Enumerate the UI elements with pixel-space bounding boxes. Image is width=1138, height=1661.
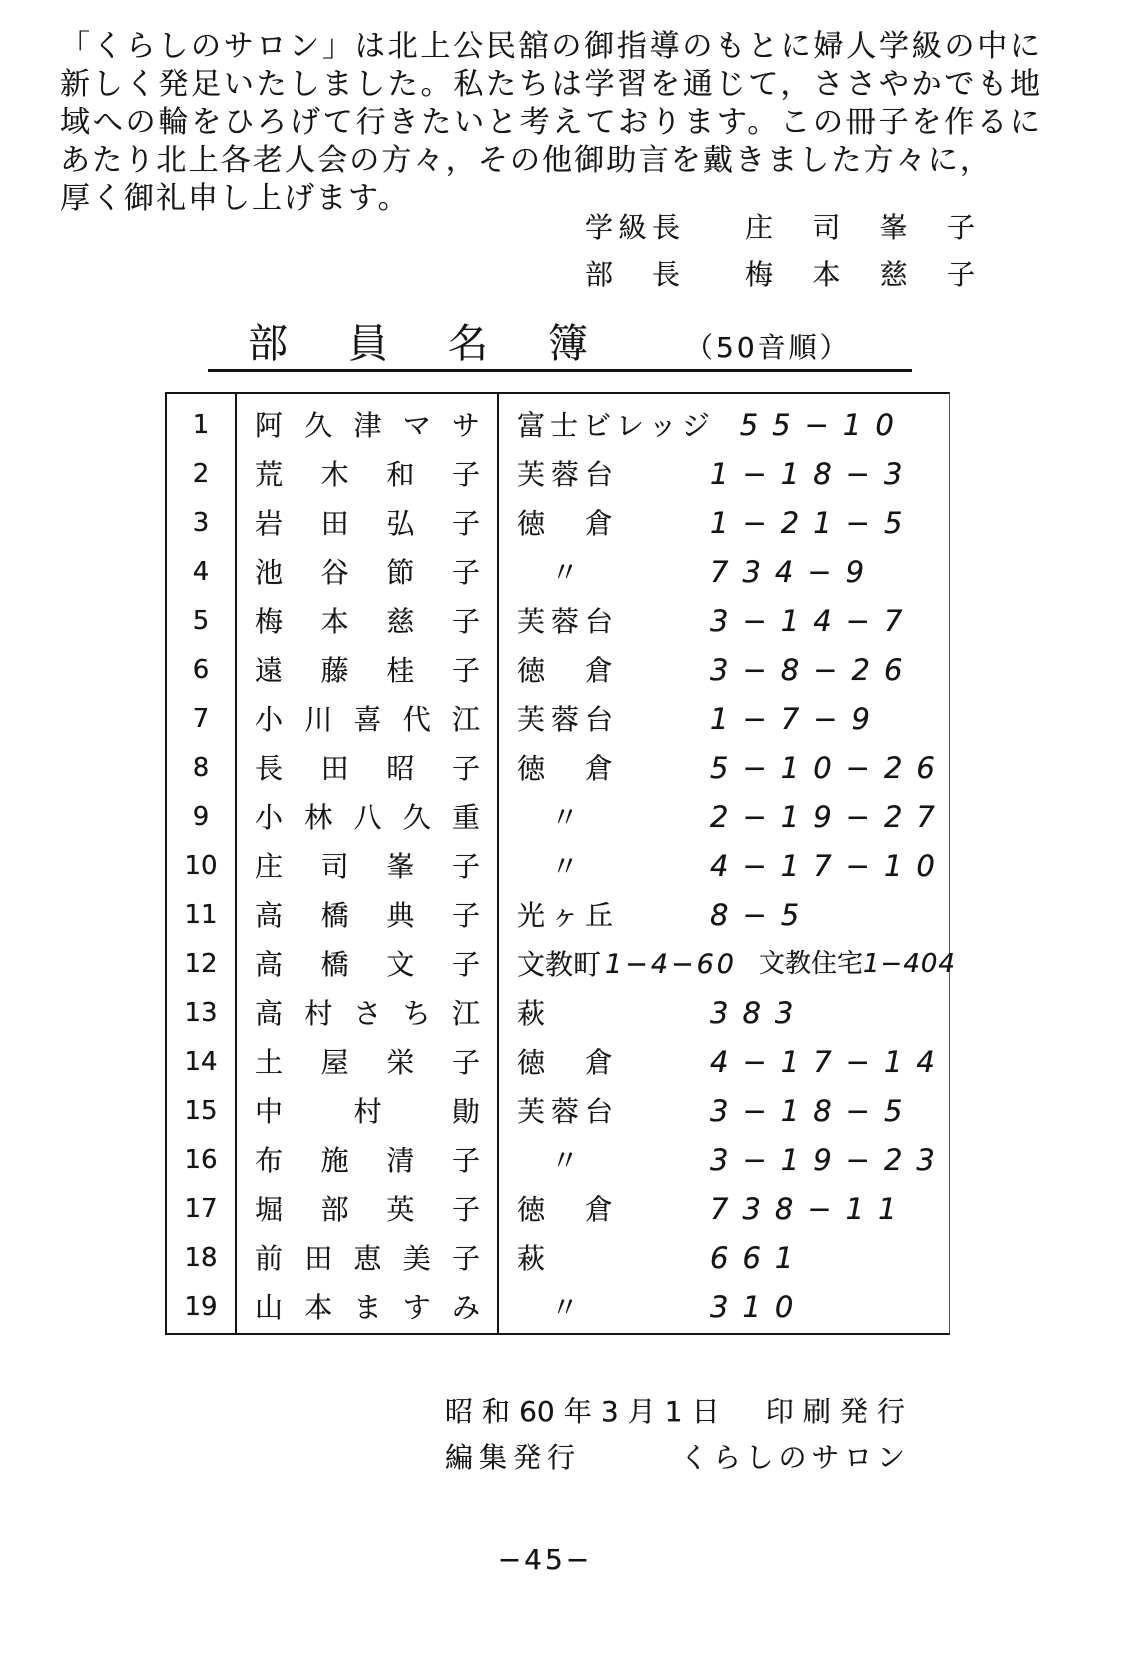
- member-name: 小林八久重: [255, 801, 480, 834]
- editor-label: 編集発行: [445, 1441, 575, 1474]
- member-number: 15: [184, 1096, 218, 1126]
- member-row: [167, 940, 956, 989]
- signature-name: 梅本慈子: [745, 258, 975, 291]
- member-name: 荒木和子: [255, 458, 480, 491]
- member-number: 19: [184, 1292, 218, 1322]
- member-address-number: 3−19−23: [710, 1143, 949, 1177]
- member-address: [497, 1038, 949, 1087]
- member-area: 萩: [517, 1242, 546, 1275]
- member-name-cell: [235, 450, 497, 499]
- member-area: 芙蓉台: [517, 458, 613, 491]
- member-address-number: 383: [710, 996, 808, 1030]
- member-row: [167, 842, 949, 891]
- member-row: [167, 1283, 949, 1332]
- member-address: [497, 891, 813, 940]
- member-number: 1: [192, 410, 210, 440]
- member-name: 阿久津マサ: [255, 409, 480, 442]
- member-name-cell: [235, 891, 497, 940]
- member-address-number: 3−8−26: [710, 653, 917, 687]
- member-area: 徳倉: [517, 1046, 613, 1079]
- member-name-cell: [235, 989, 497, 1038]
- member-name: 梅本慈子: [255, 605, 480, 638]
- column-divider: [497, 394, 499, 1333]
- member-area: 芙蓉台: [517, 1095, 613, 1128]
- signature-class-leader: [585, 208, 980, 248]
- roster-order-note: （50音順）: [685, 331, 851, 364]
- member-row: [167, 744, 949, 793]
- member-row: [167, 1038, 949, 1087]
- member-address: [497, 989, 807, 1038]
- member-number: 4: [192, 557, 210, 587]
- member-name-cell: [235, 597, 497, 646]
- editor-name: くらしのサロン: [680, 1441, 905, 1474]
- print-date: 昭和60年3月1日 印刷発行: [445, 1395, 905, 1428]
- member-name: 庄司峯子: [255, 850, 480, 883]
- member-row: [167, 1087, 949, 1136]
- member-name-cell: [235, 940, 497, 989]
- member-number: 14: [184, 1047, 218, 1077]
- member-row: [167, 1234, 949, 1283]
- member-name: 高村さち江: [255, 997, 480, 1030]
- member-number: 17: [184, 1194, 218, 1224]
- member-name: 土屋栄子: [255, 1046, 480, 1079]
- member-number: 6: [192, 655, 210, 685]
- member-name-cell: [235, 548, 497, 597]
- member-row: [167, 548, 949, 597]
- member-area: 徳倉: [517, 752, 613, 785]
- intro-line: 「くらしのサロン」は北上公民舘の御指導のもとに婦人学級の中に: [60, 29, 1040, 64]
- member-name-cell: [235, 842, 497, 891]
- member-name-cell: [235, 1185, 497, 1234]
- intro-line: 域への輪をひろげて行きたいと考えております。この冊子を作るに: [60, 105, 1040, 140]
- member-row: [167, 1136, 949, 1185]
- signature-role: 学級長: [585, 211, 680, 244]
- member-number: 7: [192, 704, 210, 734]
- intro-line: 厚く御礼申し上げます。: [60, 181, 410, 216]
- member-row: [167, 401, 949, 450]
- member-row: [167, 989, 949, 1038]
- member-row: [167, 1185, 949, 1234]
- member-address-number: 310: [710, 1290, 808, 1324]
- member-name-cell: [235, 1087, 497, 1136]
- member-name-cell: [235, 1136, 497, 1185]
- member-extra-area: 文教住宅: [758, 949, 863, 979]
- signature-club-leader: [585, 255, 980, 295]
- intro-line: あたり北上各老人会の方々，その他御助言を戴きました方々に，: [60, 143, 990, 178]
- member-address-number: 55−10: [739, 408, 908, 442]
- member-address: [497, 1087, 916, 1136]
- member-name: 中村勛: [255, 1095, 480, 1128]
- member-number: 18: [184, 1243, 218, 1273]
- member-address-number: 3−18−5: [710, 1094, 917, 1128]
- member-name: 長田昭子: [255, 752, 480, 785]
- member-area: 芙蓉台: [517, 703, 613, 736]
- member-roster-table: [165, 392, 956, 1335]
- member-address-number: 1−21−5: [710, 506, 917, 540]
- member-address: [497, 1136, 949, 1185]
- roster-title: 部員名簿: [248, 321, 588, 367]
- member-number: 16: [184, 1145, 218, 1175]
- member-address-number: 4−17−10: [710, 849, 949, 883]
- member-address: [497, 646, 916, 695]
- column-divider: [235, 394, 237, 1333]
- member-extra-address: 1−404: [863, 949, 956, 979]
- member-name: 岩田弘子: [255, 507, 480, 540]
- member-address: [497, 548, 878, 597]
- member-area: 〃: [550, 1291, 579, 1324]
- member-number: 3: [192, 508, 210, 538]
- member-address: [497, 401, 908, 450]
- member-row: [167, 793, 949, 842]
- intro-line: 新しく発足いたしました。私たちは学習を通じて，ささやかでも地: [60, 67, 1040, 102]
- member-number: 9: [192, 802, 210, 832]
- member-address-number: 1−4−60: [605, 949, 737, 980]
- member-address-number: 5−10−26: [710, 751, 949, 785]
- member-address: [497, 842, 949, 891]
- page-number: −45−: [497, 1543, 593, 1576]
- member-address-number: 661: [710, 1241, 808, 1275]
- member-number: 8: [192, 753, 210, 783]
- member-address: [497, 450, 916, 499]
- member-number: 11: [184, 900, 218, 930]
- member-address-number: 738−11: [710, 1192, 911, 1226]
- member-address-number: 734−9: [710, 555, 879, 589]
- member-area: 富士ビレッジ: [517, 409, 715, 442]
- member-number: 2: [192, 459, 210, 489]
- member-name: 高橋文子: [255, 948, 480, 981]
- member-name: 堀部英子: [255, 1193, 480, 1226]
- member-address: [497, 793, 949, 842]
- member-name-cell: [235, 499, 497, 548]
- member-address: [497, 597, 916, 646]
- member-address-number: 3−14−7: [710, 604, 917, 638]
- member-row: [167, 646, 949, 695]
- signature-role: 部長: [585, 258, 680, 291]
- member-name: 遠藤桂子: [255, 654, 480, 687]
- member-area: 徳倉: [517, 654, 613, 687]
- member-name: 高橋典子: [255, 899, 480, 932]
- member-address: [497, 1185, 911, 1234]
- member-address: [497, 695, 884, 744]
- signature-name: 庄司峯子: [745, 211, 975, 244]
- member-area: 光ヶ丘: [517, 899, 613, 932]
- member-address: [497, 499, 916, 548]
- member-area: 〃: [550, 850, 579, 883]
- member-area: 萩: [517, 997, 546, 1030]
- member-name-cell: [235, 401, 497, 450]
- member-name: 山本ますみ: [255, 1291, 480, 1324]
- member-number: 12: [184, 949, 218, 979]
- member-address: [497, 744, 949, 793]
- member-name: 前田恵美子: [255, 1242, 480, 1275]
- member-row: [167, 499, 949, 548]
- member-address: [497, 1283, 807, 1332]
- member-name: 布施清子: [255, 1144, 480, 1177]
- member-number: 10: [184, 851, 218, 881]
- member-area: 徳倉: [517, 507, 613, 540]
- member-address-number: 8−5: [710, 898, 814, 932]
- member-area: 芙蓉台: [517, 605, 613, 638]
- member-area: 〃: [550, 556, 579, 589]
- member-name: 池谷節子: [255, 556, 480, 589]
- member-name-cell: [235, 646, 497, 695]
- member-number: 5: [192, 606, 210, 636]
- member-name: 小川喜代江: [255, 703, 480, 736]
- member-area: 徳倉: [517, 1193, 613, 1226]
- roster-rows: [167, 401, 956, 1332]
- member-name-cell: [235, 744, 497, 793]
- member-name-cell: [235, 1283, 497, 1332]
- member-area: 文教町: [517, 948, 602, 981]
- member-row: [167, 891, 949, 940]
- member-address-number: 4−17−14: [710, 1045, 949, 1079]
- member-area: 〃: [550, 801, 579, 834]
- member-name-cell: [235, 695, 497, 744]
- member-name-cell: [235, 793, 497, 842]
- member-name-cell: [235, 1234, 497, 1283]
- member-row: [167, 597, 949, 646]
- member-address-number: 2−19−27: [710, 800, 949, 834]
- member-address: [497, 1234, 807, 1283]
- member-row: [167, 450, 949, 499]
- title-underline: [208, 369, 912, 372]
- intro-paragraph: [60, 28, 1050, 218]
- member-row: [167, 695, 949, 744]
- member-address: [497, 940, 956, 989]
- member-address-number: 1−7−9: [710, 702, 884, 736]
- member-name-cell: [235, 1038, 497, 1087]
- member-area: 〃: [550, 1144, 579, 1177]
- member-address-number: 1−18−3: [710, 457, 917, 491]
- member-number: 13: [184, 998, 218, 1028]
